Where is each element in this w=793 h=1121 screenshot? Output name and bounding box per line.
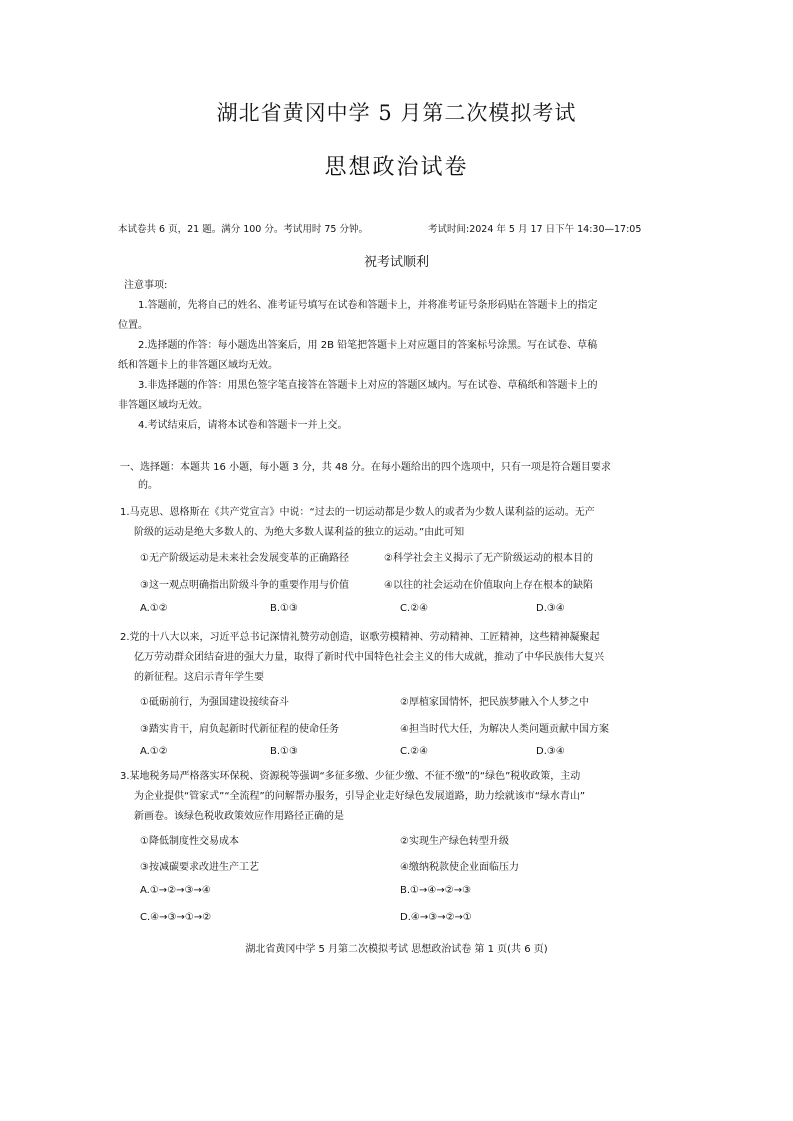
question-3-statement-3: ③按减碳要求改进生产工艺 bbox=[140, 862, 259, 873]
question-2-statement-3: ③踏实肯干，肩负起新时代新征程的使命任务 bbox=[140, 724, 339, 735]
question-2-option-c: C.②④ bbox=[400, 746, 429, 757]
question-2-statement-2: ②厚植家国情怀，把民族梦融入个人梦之中 bbox=[400, 697, 589, 708]
question-3-stem: 3.某地税务局严格落实环保税、资源税等强调“多征多缴、少征少缴、不征不缴”的“绿色”税收政策，主动 bbox=[120, 771, 581, 782]
question-3-stem-cont-1: 为企业提供“管家式”“全流程”的问解帮办服务，引导企业走好绿色发展道路，助力绘就该市“绿水青山” bbox=[134, 791, 586, 802]
question-1-stem-cont: 阶级的运动是绝大多数人的、为绝大多数人谋利益的独立的运动。”由此可知 bbox=[134, 527, 465, 538]
question-1-statement-1: ①无产阶级运动是未来社会发展变革的正确路径 bbox=[140, 553, 349, 564]
question-1-option-b: B.①③ bbox=[270, 603, 298, 614]
notice-item-3-cont: 非答题区域均无效。 bbox=[118, 400, 208, 411]
page-footer: 湖北省黄冈中学 5 月第二次模拟考试 思想政治试卷 第 1 页(共 6 页) bbox=[245, 944, 548, 955]
exam-time-info: 考试时间:2024 年 5 月 17 日下午 14:30—17:05 bbox=[428, 224, 642, 235]
question-2-option-a: A.①② bbox=[140, 746, 168, 757]
good-luck-text: 祝考试顺利 bbox=[363, 255, 429, 270]
section-heading: 一、选择题：本题共 16 小题，每小题 3 分，共 48 分。在每小题给出的四个选项中，只有一项是符合题目要求 bbox=[120, 462, 611, 473]
notice-item-4: 4.考试结束后，请将本试卷和答题卡一并上交。 bbox=[138, 420, 348, 431]
notice-item-2: 2.选择题的作答：每小题选出答案后，用 2B 铅笔把答题卡上对应题目的答案标号涂黑。写在试卷、草稿 bbox=[138, 340, 598, 351]
question-2-stem-cont-2: 的新征程。这启示青年学生要 bbox=[134, 672, 264, 683]
exam-title: 湖北省黄冈中学 5 月第二次模拟考试 bbox=[216, 101, 577, 125]
question-1-option-d: D.③④ bbox=[536, 603, 565, 614]
notice-item-2-cont: 纸和答题卡上的非答题区域均无效。 bbox=[118, 360, 278, 371]
notice-item-1-cont: 位置。 bbox=[118, 320, 148, 331]
question-3-option-a: A.①→②→③→④ bbox=[140, 885, 211, 896]
question-3-option-b: B.①→④→②→③ bbox=[400, 885, 472, 896]
notice-heading: 注意事项: bbox=[124, 280, 168, 291]
question-1-statement-3: ③这一观点明确指出阶级斗争的重要作用与价值 bbox=[140, 580, 349, 591]
question-2-stem-cont-1: 亿万劳动群众团结奋进的强大力量，取得了新时代中国特色社会主义的伟大成就，推动了中华民族伟大复兴 bbox=[134, 652, 604, 663]
section-heading-cont: 的。 bbox=[138, 480, 158, 491]
question-2-statement-4: ④担当时代大任，为解决人类问题贡献中国方案 bbox=[400, 724, 609, 735]
exam-subject-title: 思想政治试卷 bbox=[324, 155, 469, 180]
question-1-statement-4: ④以往的社会运动在价值取向上存在根本的缺陷 bbox=[384, 580, 593, 591]
question-2-option-d: D.③④ bbox=[536, 746, 565, 757]
question-3-option-c: C.④→③→①→② bbox=[140, 912, 212, 923]
question-3-stem-cont-2: 新画卷。该绿色税收政策效应作用路径正确的是 bbox=[134, 811, 344, 822]
question-2-stem: 2.党的十八大以来，习近平总书记深情礼赞劳动创造，讴歌劳模精神、劳动精神、工匠精神，这些精神凝聚起 bbox=[120, 632, 600, 643]
question-3-option-d: D.④→③→②→① bbox=[400, 912, 472, 923]
question-1-option-c: C.②④ bbox=[400, 603, 429, 614]
notice-item-1: 1.答题前，先将自己的姓名、准考证号填写在试卷和答题卡上，并将准考证号条形码贴在答题卡上的指定 bbox=[138, 300, 598, 311]
question-3-statement-4: ④缴纳税款使企业面临压力 bbox=[400, 862, 519, 873]
notice-item-3: 3.非选择题的作答：用黑色签字笔直接答在答题卡上对应的答题区域内。写在试卷、草稿纸和答题卡上的 bbox=[138, 380, 598, 391]
question-1-statement-2: ②科学社会主义揭示了无产阶级运动的根本目的 bbox=[384, 553, 593, 564]
question-2-option-b: B.①③ bbox=[270, 746, 298, 757]
question-1-stem: 1.马克思、恩格斯在《共产党宣言》中说：“过去的一切运动都是少数人的或者为少数人谋利益的运动。无产 bbox=[120, 507, 595, 518]
exam-info-left: 本试卷共 6 页，21 题。满分 100 分。考试用时 75 分钟。 bbox=[118, 224, 368, 235]
question-3-statement-1: ①降低制度性交易成本 bbox=[140, 836, 239, 847]
question-2-statement-1: ①砥砺前行，为强国建设接续奋斗 bbox=[140, 697, 289, 708]
question-3-statement-2: ②实现生产绿色转型升级 bbox=[400, 836, 509, 847]
question-1-option-a: A.①② bbox=[140, 603, 168, 614]
